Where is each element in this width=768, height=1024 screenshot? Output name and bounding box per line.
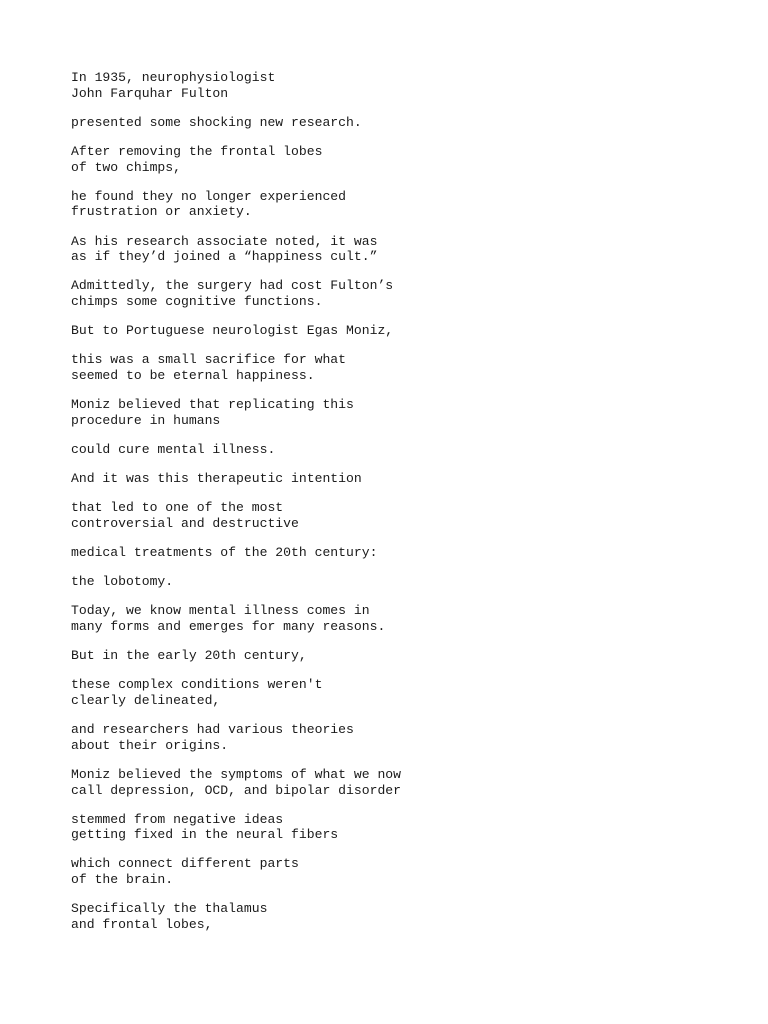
paragraph: medical treatments of the 20th century:	[71, 545, 378, 560]
paragraph: the lobotomy.	[71, 574, 174, 590]
paragraph: But to Portuguese neurologist Egas Moniz,	[71, 323, 394, 339]
paragraph: he found they no longer experienced frustration or anxiety.	[71, 188, 347, 220]
paragraph: could cure mental illness.	[71, 441, 276, 457]
paragraph: But in the early 20th century,	[71, 648, 307, 664]
paragraph: Today, we know mental illness comes in many forms and emerges for many reasons.	[71, 603, 386, 634]
paragraph: Moniz believed that replicating this procedure in humans	[71, 397, 354, 428]
paragraph: these complex conditions weren't clearly delineated,	[71, 677, 323, 708]
paragraph: As his research associate noted, it was as if they’d joined a “happiness cult.”	[71, 233, 378, 265]
paragraph: and researchers had various theories about their origins.	[71, 722, 354, 753]
paragraph: stemmed from negative ideas getting fixed in the neural fibers	[71, 811, 339, 843]
paragraph: that led to one of the most controversial and destructive	[71, 500, 299, 531]
paragraph: In 1935, neurophysiologist John Farquhar Fulton	[71, 70, 276, 101]
paragraph: Specifically the thalamus and frontal lobes,	[71, 901, 268, 932]
paragraph: this was a small sacrifice for what seemed to be eternal happiness.	[71, 352, 347, 383]
paragraph: And it was this therapeutic intention	[71, 471, 362, 487]
paragraph: which connect different parts of the brain.	[71, 856, 299, 888]
paragraph: Admittedly, the surgery had cost Fulton’s chimps some cognitive functions.	[71, 278, 394, 309]
paragraph: After removing the frontal lobes of two chimps,	[71, 143, 323, 175]
document-body	[71, 70, 401, 946]
paragraph: presented some shocking new research.	[71, 114, 362, 130]
paragraph: Moniz believed the symptoms of what we now call depression, OCD, and bipolar disorder	[71, 766, 402, 798]
